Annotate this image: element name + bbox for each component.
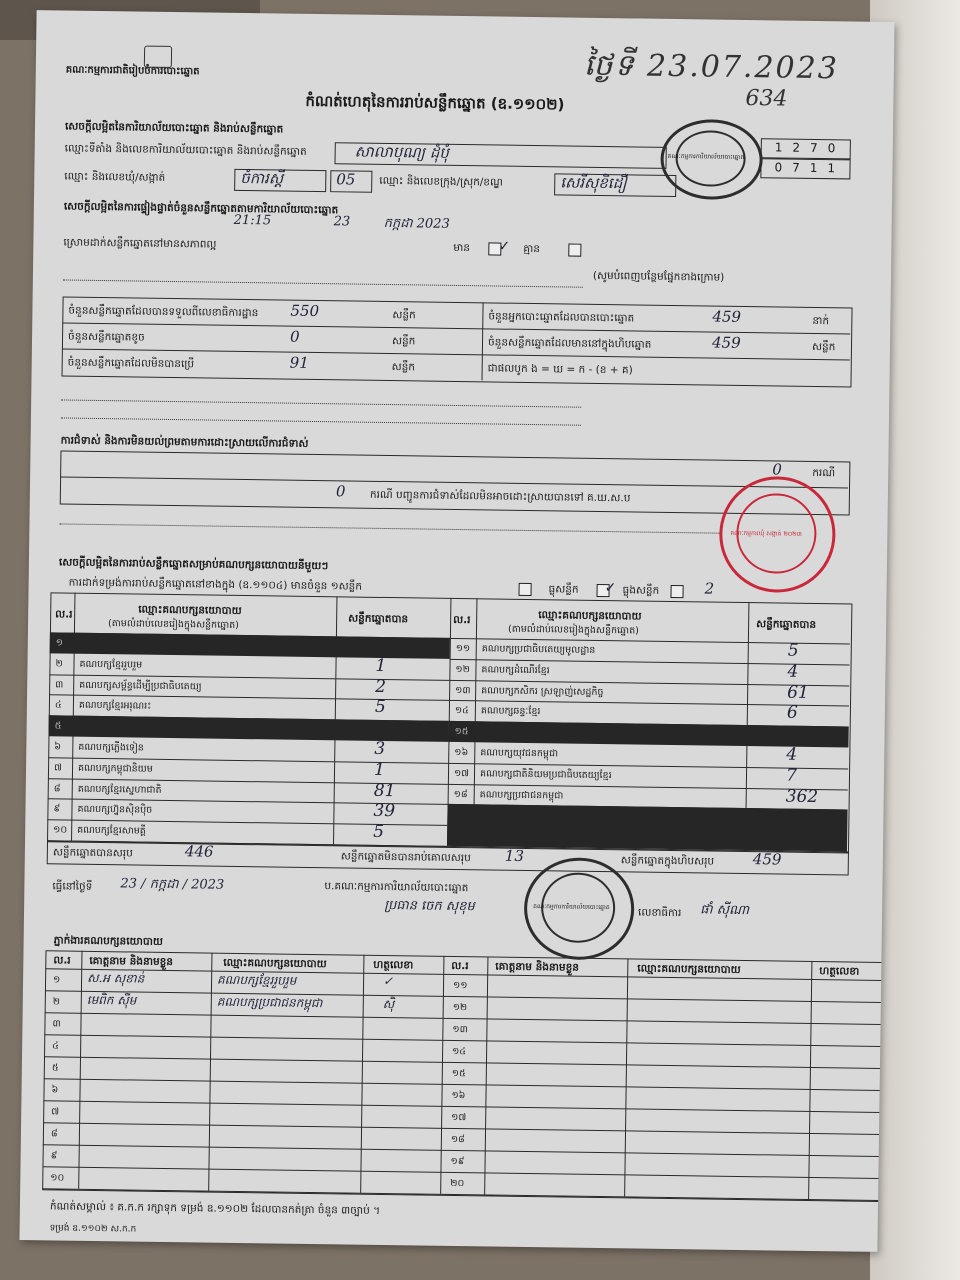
party-votes: 61	[787, 682, 809, 703]
party-votes: 7	[785, 765, 797, 786]
agent-number: ១០	[50, 1172, 65, 1184]
agents-table	[42, 950, 894, 1202]
party-number: ១១	[455, 642, 471, 655]
seals-intact-label: ស្រោមដាក់សន្លឹកឆ្នោតនៅមានសភាពល្អ	[63, 236, 217, 251]
party-number: ៩	[53, 803, 61, 815]
unit-ballots: សន្លឹក	[391, 361, 416, 374]
agents-col-sign: ហត្ថលេខា	[819, 965, 860, 978]
footer-note: កំណត់សម្គាល់ ៖ គ.ក.ក រក្សាទុក ទម្រង់ ឧ.១១០២ ដែលបានកត់ត្រា ចំនួន ៣ច្បាប់ ។	[49, 1200, 381, 1217]
agent-number: ១៧	[451, 1111, 467, 1124]
dotted-line	[59, 522, 719, 533]
objection-count: 0	[772, 460, 782, 479]
seals-yes-label: មាន	[453, 241, 471, 255]
agent-signature[interactable]: ✓	[383, 974, 394, 989]
party-votes: 1	[373, 759, 386, 780]
party-name: គណបក្សដំណើរខ្មែរ	[481, 664, 550, 677]
agents-title: ភ្នាក់ងារគណបក្សនយោបាយ	[53, 934, 163, 948]
ballots-in-box-label: ចំនួនសន្លឹកឆ្នោតដែលមាននៅក្នុងហិបឆ្នោត	[487, 336, 652, 351]
section4-title: សេចក្តីលម្អិតនៃការរាប់សន្លឹកឆ្នោតសម្រាប់គណបក្សនយោបាយនីមួយៗ	[58, 556, 329, 573]
agent-number: ១៤	[452, 1045, 467, 1058]
pages-opt-checkbox-2[interactable]	[670, 585, 683, 598]
party-votes: 2	[375, 676, 387, 697]
date-value: 23	[333, 214, 351, 230]
seal-red-text: គណៈកម្មការឃុំ សង្កាត់ ២០២៣	[730, 529, 802, 538]
party-name: គណបក្សខ្មែរអរុណរះ	[78, 700, 152, 713]
party-number: ១៤	[454, 705, 469, 717]
col-party: ឈ្មោះគណបក្សនយោបាយ	[138, 603, 242, 617]
dotted-line	[61, 398, 581, 407]
agent-number: ៥	[51, 1062, 59, 1074]
agent-party: គណបក្សខ្មែររួបរួម	[217, 972, 297, 988]
agent-signature[interactable]: ស៊ិ	[382, 997, 395, 1012]
handwritten-ref: 634	[745, 85, 788, 112]
page-title: កំណត់ហេតុនៃការរាប់សន្លឹកឆ្នោត (ឧ.១១០២)	[305, 91, 565, 114]
made-at-value: 23 / កក្កដា / 2023	[120, 876, 225, 893]
voters-label: ចំនួនអ្នកបោះឆ្នោតដែលបានបោះឆ្នោត	[488, 310, 635, 325]
unused-label: ចំនួនសន្លឹកឆ្នោតដែលមិនបានប្រើ	[67, 356, 195, 371]
commune-value: ចំការស្តី	[240, 168, 284, 188]
pages-note: ការដាក់ទម្រង់ការរាប់សន្លឹកឆ្នោតនៅខាងក្នុង (ឧ.១១០៤) មានចំនួន ១សន្លឹក	[68, 576, 363, 593]
made-at-label: ធ្វើនៅថ្ងៃទី	[52, 880, 93, 893]
party-votes: 5	[374, 697, 386, 718]
party-number: ១៦	[454, 746, 469, 759]
party-number: ៦	[54, 741, 62, 753]
col-votes: សន្លឹកឆ្នោតបាន	[348, 612, 409, 626]
party-votes: 4	[786, 744, 798, 765]
dotted-line	[61, 416, 581, 425]
commune-label: ឈ្មោះ និងលេខឃុំ/សង្កាត់	[64, 170, 166, 184]
agent-number: ៨	[50, 1128, 58, 1140]
committee-seal-bottom	[523, 857, 634, 961]
agent-number: ១៦	[451, 1089, 466, 1102]
agents-col-party: ឈ្មោះគណបក្សនយោបាយ	[223, 956, 327, 971]
agent-party: គណបក្សប្រជាជនកម្ពុជា	[216, 994, 323, 1011]
section2-title: សេចក្តីលម្អិតនៃការផ្ទៀងផ្ទាត់ចំនួនសន្លឹកឆ្នោតតាមការិយាល័យបោះឆ្នោត	[63, 200, 339, 217]
agent-number: ៧	[51, 1106, 60, 1118]
pages-opt-checkbox-0[interactable]	[518, 583, 531, 596]
agent-number: ១	[53, 974, 61, 986]
polling-station-value: សាលាបុណ្យ ដំុបុំ	[354, 142, 450, 162]
agent-number: ១៨	[450, 1133, 465, 1146]
pages-hand: 2	[704, 579, 715, 598]
received-ballots-label: ចំនួនសន្លឹកឆ្នោតដែលបានទទួលពីលេខាធិការដ្ឋាន	[68, 304, 259, 320]
agent-number: ២០	[450, 1177, 465, 1190]
voters-value: 459	[712, 307, 742, 326]
agent-number: ៩	[50, 1150, 58, 1162]
party-name: គណបក្សខ្មែរស្នេហាជាតិ	[77, 783, 162, 796]
party-name: គណបក្សប្រជាជនកម្ពុជា	[479, 788, 564, 802]
pages-opt-2: ធ្លុងសន្លឹក	[622, 584, 660, 597]
seals-yes-check-icon: ✓	[498, 238, 511, 255]
objection-resolved-count: 0	[335, 482, 346, 501]
party-votes: 3	[374, 738, 386, 760]
valid-total-label: សន្លឹកឆ្នោតបានសរុប	[52, 846, 133, 860]
col-party-sub: (តាមលំដាប់លេខរៀងក្នុងសន្លឹកឆ្នោត)	[507, 623, 639, 637]
party-votes: 5	[787, 640, 799, 661]
chair-name: ប្រធាន ចេក សុខុម	[384, 898, 475, 915]
col-party-sub: (តាមលំដាប់លេខរៀងក្នុងសន្លឹកឆ្នោត)	[107, 618, 239, 631]
spoiled-value: 0	[289, 327, 300, 346]
voters-unit: នាក់	[812, 314, 830, 328]
agent-number: ២	[52, 996, 61, 1008]
secretary-value: ផាំ ស៊ីណា	[700, 902, 750, 919]
agent-number: ៣	[52, 1018, 61, 1030]
party-name: គណបក្សជាតិនិយមប្រជាធិបតេយ្យខ្មែរ	[479, 768, 612, 781]
party-votes: 39	[373, 801, 396, 822]
party-name: គណបក្សយុវជនកម្ពុជា	[480, 747, 559, 760]
district-label: ឈ្មោះ និងលេខក្រុង/ស្រុក/ខណ្ឌ	[379, 174, 503, 189]
valid-total-value: 446	[184, 842, 214, 861]
party-number: ១៧	[453, 767, 470, 779]
unit-ballots: សន្លឹក	[811, 340, 836, 354]
seal-top-text: គណៈកម្មការការិយាល័យបោះឆ្នោត	[667, 152, 745, 161]
party-votes: 6	[786, 703, 798, 724]
party-votes: 81	[373, 780, 396, 801]
section3-title: ការជំទាស់ និងការមិនយល់ព្រមតាមការដោះស្រាយលើការជំទាស់	[60, 434, 309, 450]
agent-number: ៤	[52, 1040, 59, 1052]
party-number: ១៨	[453, 788, 468, 800]
col-votes: សន្លឹកឆ្នោតបាន	[756, 618, 817, 632]
remark-line: (សូមបំពេញបន្ថែមផ្នែកខាងក្រោម)	[592, 269, 725, 284]
blacked-out-row	[447, 804, 848, 851]
seals-no-label: គ្មាន	[523, 242, 541, 256]
objection-unit: ករណី	[812, 466, 836, 480]
handwritten-date: ថ្ងៃទី 23.07.2023	[583, 47, 840, 87]
agent-number: ១៣	[452, 1023, 468, 1036]
agent-number: ១១	[452, 979, 468, 992]
party-number: ១០	[53, 824, 68, 836]
grand-total-label: សន្លឹកឆ្នោតក្នុងហិបសរុប	[620, 854, 715, 868]
red-seal	[719, 476, 837, 594]
invalid-total-label: សន្លឹកឆ្នោតមិនបានរាប់គោលសរុប	[340, 850, 471, 865]
unused-value: 91	[289, 353, 309, 372]
committee-seal-top	[660, 119, 763, 200]
agents-col-name: គោត្តនាម និងនាមខ្លួន	[89, 954, 174, 969]
nec-logo-icon	[144, 46, 172, 68]
party-number: ១៣	[455, 684, 471, 696]
party-number: ៨	[53, 782, 61, 795]
agents-col-name: គោត្តនាម និងនាមខ្លួន	[495, 960, 580, 974]
party-number: ១២	[455, 663, 470, 675]
col-no: ល.រ	[55, 608, 73, 621]
party-number: ៤	[54, 699, 62, 711]
station-number-2: 0711	[774, 160, 846, 176]
party-name: គណបក្សខ្មែររួបរួម	[79, 658, 143, 671]
party-name: គណបក្សសម្ព័ន្ធដើម្បីប្រជាធិបតេយ្យ	[79, 679, 202, 693]
grand-total-value: 459	[752, 850, 782, 869]
objection-forward: ករណី បញ្ជូនការជំទាស់ដែលមិនអាចដោះស្រាយបានទៅ គ.ឃ.ស.ប	[369, 488, 631, 505]
party-name: គណបក្សខ្មែរសាមគ្គី	[77, 824, 146, 837]
party-number: ៥	[54, 720, 62, 732]
district-value: សេរីសុខិដឿ	[560, 173, 627, 193]
party-number: ៣	[55, 678, 64, 691]
received-ballots-value: 550	[290, 301, 320, 321]
party-number: ៧	[53, 762, 62, 774]
commune-no: 05	[336, 170, 356, 189]
party-name: គណបក្សហ្វ៊ុនស៊ិនប៉ិច	[77, 804, 153, 817]
col-no: ល.រ	[453, 613, 471, 627]
pages-check-icon: ✓	[604, 580, 617, 597]
seals-no-checkbox[interactable]	[568, 244, 581, 257]
party-name: គណបក្សកម្ពុជានិយម	[77, 762, 153, 775]
section1-title: សេចក្តីលម្អិតនៃការិយាល័យបោះឆ្នោត និងរាប់សន្លឹកឆ្នោត	[64, 120, 284, 136]
agent-name[interactable]: ស.អ សុខាន់	[87, 970, 145, 986]
committee-header: គណៈកម្មការជាតិរៀបចំការបោះឆ្នោត	[65, 64, 200, 78]
party-number: ១៥	[454, 726, 469, 738]
pages-opt-1: ធ្លុសន្លឹក	[548, 583, 579, 596]
month-year-value: កក្កដា 2023	[383, 215, 450, 232]
party-number: ២	[55, 658, 63, 670]
unit-ballots: សន្លឹក	[392, 309, 416, 322]
party-name: គណបក្សឆន្ទៈខ្មែរ	[480, 705, 541, 718]
party-name: គណបក្សភ្លើងទៀន	[78, 741, 144, 754]
agent-number: ១៥	[451, 1067, 466, 1080]
polling-station-label: ឈ្មោះទីតាំង និងលេខការិយាល័យបោះឆ្នោត និងរាប់សន្លឹកឆ្នោត	[64, 142, 307, 158]
station-number-1: 1270	[774, 140, 846, 156]
remark-dotted-line	[63, 278, 583, 287]
party-number: ១	[55, 637, 64, 649]
agent-number: ៦	[51, 1084, 59, 1096]
agents-col-no: ល.រ	[451, 959, 469, 973]
spoiled-label: ចំនួនសន្លឹកឆ្នោតខូច	[67, 330, 145, 344]
agent-number: ១២	[452, 1001, 468, 1014]
party-name: គណបក្សប្រជាធិបតេយ្យមូលដ្ឋាន	[481, 643, 596, 656]
ballots-in-box-value: 459	[711, 333, 741, 352]
committee-sign-label: ប.គណៈកម្មការការិយាល័យបោះឆ្នោត	[324, 880, 469, 895]
time-value: 21:15	[233, 212, 272, 229]
col-party: ឈ្មោះគណបក្សនយោបាយ	[538, 609, 642, 623]
party-votes: 4	[787, 661, 799, 682]
secretary-label: លេខាធិការ	[638, 906, 682, 920]
formula: ជាផលបូក ង = ឃ = ក - (ខ + គ)	[487, 362, 633, 377]
party-votes: 5	[373, 822, 385, 843]
agents-col-party: ឈ្មោះគណបក្សនយោបាយ	[637, 962, 741, 976]
footer-code: ទម្រង់ ឧ.១១០២ ស.ក.ក	[49, 1223, 137, 1235]
unit-ballots: សន្លឹក	[391, 335, 416, 348]
agents-col-no: ល.រ	[53, 954, 71, 967]
agents-col-sign: ហត្ថលេខា	[373, 958, 414, 972]
party-votes: 362	[785, 786, 819, 807]
document-sheet	[19, 10, 894, 1252]
agent-number: ១៩	[450, 1155, 465, 1168]
party-votes: 1	[375, 655, 387, 676]
agent-name[interactable]: មេពិក ស៊ីម	[86, 992, 137, 1008]
invalid-total-value: 13	[504, 846, 525, 865]
seal-bottom-text: គណៈកម្មការការិយាល័យបោះឆ្នោត	[533, 903, 610, 912]
party-name: គណបក្សកសិករ ស្រឡាញ់សេដ្ឋកិច្ច	[481, 684, 604, 698]
